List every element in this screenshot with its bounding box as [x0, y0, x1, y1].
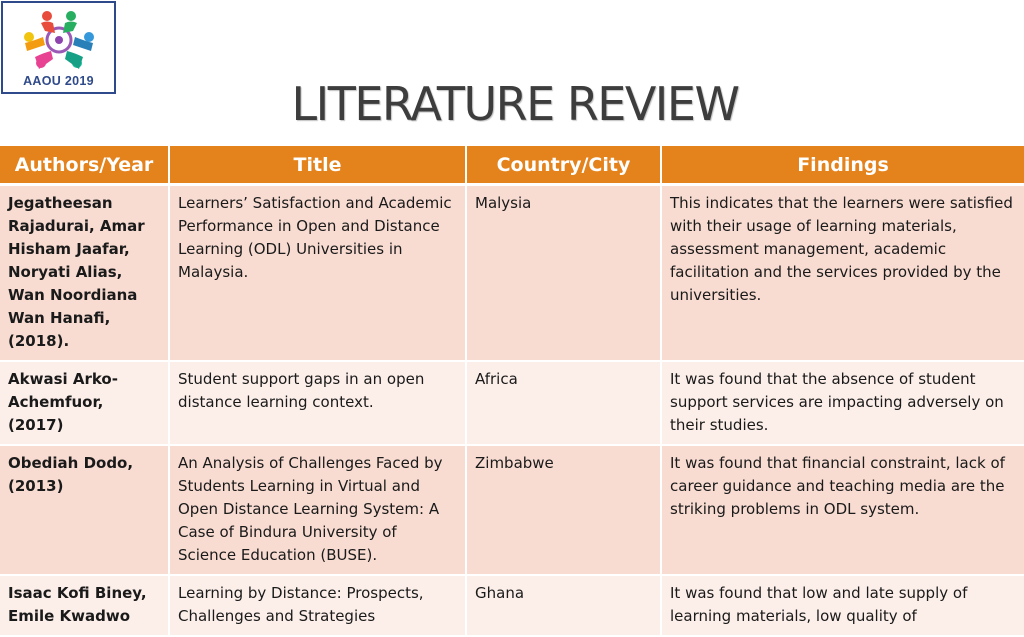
table-row	[0, 361, 1024, 445]
table-row	[0, 185, 1024, 362]
column-header-title: Title	[169, 146, 466, 185]
title-cell: Learning by Distance: Prospects, Challenges and Strategies	[169, 575, 466, 636]
title-cell: Student support gaps in an open distance learning context.	[169, 361, 466, 445]
table-row	[0, 445, 1024, 575]
findings-cell: It was found that low and late supply of learning materials, low quality of	[661, 575, 1024, 636]
title-cell: An Analysis of Challenges Faced by Students Learning in Virtual and Open Distance Learning System: A Case of Bindura University of Science Education (BUSE).	[169, 445, 466, 575]
country-cell: Africa	[466, 361, 661, 445]
page-title: LITERATURE REVIEW	[291, 77, 739, 131]
column-header-authors: Authors/Year	[0, 146, 169, 185]
country-cell: Malysia	[466, 185, 661, 362]
column-header-country: Country/City	[466, 146, 661, 185]
author-cell: Akwasi Arko-Achemfuor, (2017)	[0, 361, 169, 445]
country-cell: Zimbabwe	[466, 445, 661, 575]
author-cell: Jegatheesan Rajadurai, Amar Hisham Jaafar, Noryati Alias, Wan Noordiana Wan Hanafi, (2018).	[0, 185, 169, 362]
column-header-findings: Findings	[661, 146, 1024, 185]
table-row	[0, 575, 1024, 636]
author-cell: Obediah Dodo, (2013)	[0, 445, 169, 575]
title-cell: Learners’ Satisfaction and Academic Performance in Open and Distance Learning (ODL) Universities in Malaysia.	[169, 185, 466, 362]
conference-logo	[1, 1, 116, 94]
logo-text: AAOU 2019	[23, 74, 94, 88]
findings-cell: It was found that financial constraint, lack of career guidance and teaching media are the striking problems in ODL system.	[661, 445, 1024, 575]
findings-cell: It was found that the absence of student support services are impacting adversely on their studies.	[661, 361, 1024, 445]
people-circle-logo-icon	[11, 7, 107, 73]
findings-cell: This indicates that the learners were satisfied with their usage of learning materials, assessment management, academic facilitation and the services provided by the universities.	[661, 185, 1024, 362]
country-cell: Ghana	[466, 575, 661, 636]
table-header-row	[0, 146, 1024, 185]
literature-table	[0, 146, 1024, 637]
author-cell: Isaac Kofi Biney, Emile Kwadwo	[0, 575, 169, 636]
